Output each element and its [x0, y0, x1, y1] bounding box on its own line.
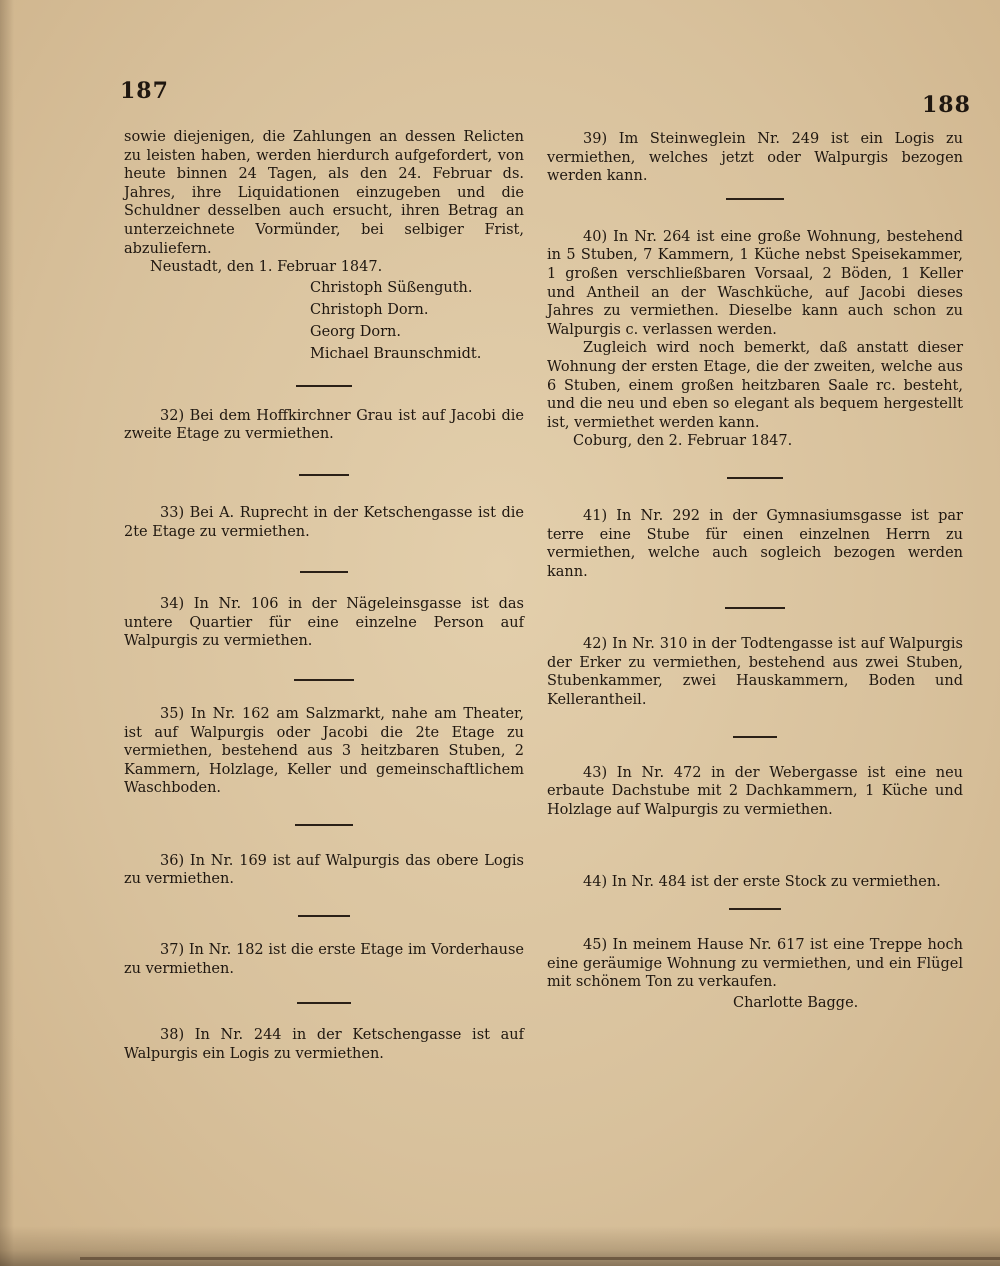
separator-rule: [296, 385, 352, 387]
separator-rule: [300, 571, 348, 573]
notice-date: Neustadt, den 1. Februar 1847.: [150, 259, 383, 276]
listing-40-date: Coburg, den 2. Februar 1847.: [573, 433, 793, 450]
signature-line: Christoph Süßenguth.: [310, 279, 473, 296]
signature-line: Georg Dorn.: [310, 323, 401, 340]
page-number-right: 188: [922, 92, 971, 118]
listing-37: 37) In Nr. 182 ist die erste Etage im Vorderhause zu vermiethen.: [124, 942, 524, 977]
listing-34: 34) In Nr. 106 in der Nägeleinsgasse ist das untere Quartier für eine einzelne Person auf Walpurgis zu vermiethen.: [124, 596, 524, 650]
listing-35: 35) In Nr. 162 am Salzmarkt, nahe am Theater, ist auf Walpurgis oder Jacobi die 2te Etage zu vermiethen, bestehend aus 3 heitzbaren Stuben, 2 Kammern, Holzlage, Keller und gemeinschaftlichem Waschboden.: [124, 705, 524, 797]
separator-rule: [725, 607, 785, 609]
listing-36: 36) In Nr. 169 ist auf Walpurgis das obere Logis zu vermiethen.: [124, 852, 524, 888]
separator-rule: [298, 915, 350, 917]
separator-rule: [726, 198, 784, 200]
listing-40-addendum: Zugleich wird noch bemerkt, daß anstatt dieser Wohnung der ersten Etage, die der zweiten, welche aus 6 Stuben, einem großen heitzbaren Saale rc. besteht, und die neu und eben so elegant als bequem hergestellt ist, vermiethet werden kann.: [547, 340, 963, 431]
signature-line: Michael Braunschmidt.: [310, 345, 482, 362]
listing-44: 44) In Nr. 484 ist der erste Stock zu vermiethen.: [583, 874, 941, 891]
separator-rule: [733, 736, 777, 738]
separator-rule: [294, 679, 354, 681]
separator-rule: [729, 908, 781, 910]
listing-43: 43) In Nr. 472 in der Webergasse ist eine neu erbaute Dachstube mit 2 Dachkammern, 1 Küche und Holzlage auf Walpurgis zu vermiethen.: [547, 764, 963, 818]
page-number-left: 187: [120, 78, 169, 104]
page-left-shadow: [0, 0, 14, 1266]
listing-32: 32) Bei dem Hoffkirchner Grau ist auf Jacobi die zweite Etage zu vermiethen.: [124, 407, 524, 443]
listing-33: 33) Bei A. Ruprecht in der Ketschengasse ist die 2te Etage zu vermiethen.: [124, 504, 524, 540]
column-gap: [547, 819, 963, 873]
listing-42: 42) In Nr. 310 in der Todtengasse ist auf Walpurgis der Erker zu vermiethen, bestehend aus zwei Stuben, Stubenkammer, zwei Hauskammern, Boden und Kellerantheil.: [547, 636, 963, 709]
listing-45: 45) In meinem Hause Nr. 617 ist eine Treppe hoch eine geräumige Wohnung zu vermiethen, und ein Flügel mit schönem Ton zu verkaufen.: [547, 937, 963, 991]
separator-rule: [727, 477, 783, 479]
listing-40: 40) In Nr. 264 ist eine große Wohnung, bestehend in 5 Stuben, 7 Kammern, 1 Küche nebst Speisekammer, 1 großen verschließbaren Vorsaal, 2 Böden, 1 Keller und Antheil an der Waschküche, auf Jacobi dieses Jahres zu vermiethen. Dieselbe kann auch schon zu Walpurgis c. verlassen werden.: [547, 228, 963, 338]
page-bottom-shadow: [0, 1226, 1000, 1266]
left-column: [124, 128, 524, 1063]
separator-rule: [297, 1002, 351, 1004]
notice-intro: sowie diejenigen, die Zahlungen an dessen Relicten zu leisten haben, werden hierdurch aufgefordert, von heute binnen 24 Tagen, als den 24. Februar ds. Jahres, ihre Liquidationen einzugeben und die Schuldner desselben auch ersucht, ihren Betrag an unterzeichnete Vormünder, bei selbiger Frist, abzuliefern.: [124, 129, 524, 257]
listing-38: 38) In Nr. 244 in der Ketschengasse ist auf Walpurgis ein Logis zu vermiethen.: [124, 1027, 524, 1062]
listing-41: 41) In Nr. 292 in der Gymnasiumsgasse ist par terre eine Stube für einen einzelnen Herrn zu vermiethen, welche auch sogleich bezogen werden kann.: [547, 507, 963, 580]
listing-39: 39) Im Steinweglein Nr. 249 ist ein Logis zu vermiethen, welches jetzt oder Walpurgis bezogen werden kann.: [547, 131, 963, 185]
signature-line: Christoph Dorn.: [310, 301, 429, 318]
separator-rule: [299, 474, 349, 476]
right-column: [547, 130, 963, 1012]
separator-rule: [295, 824, 353, 826]
notice-signatures: [124, 277, 524, 365]
listing-45-signature: Charlotte Bagge.: [733, 994, 859, 1011]
page-bottom-edge-line: [80, 1257, 1000, 1260]
